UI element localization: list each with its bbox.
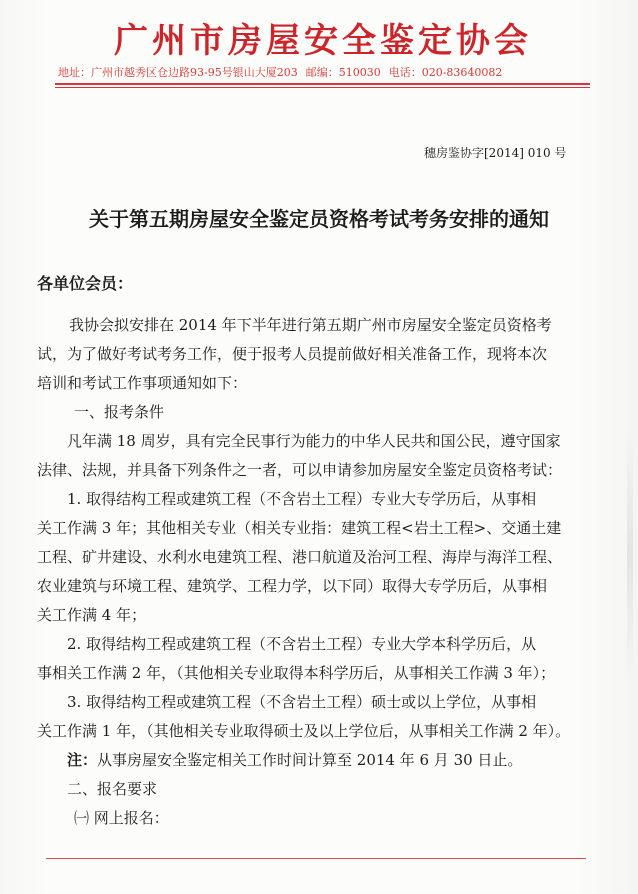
letterhead-contact-info [58,66,578,80]
note-label: 注： [67,751,98,769]
list-item-line: 农业建筑与环境工程、建筑学、工程力学，以下同）取得大专学历后，从事相 [37,577,548,595]
address-text: 地址：广州市越秀区仓边路93-95号银山大厦203 [58,66,298,79]
section-heading: 一、报考条件 [74,403,165,421]
document-number: 穗房鉴协字[2014] 010 号 [424,146,567,160]
letterhead-rule-thick [55,83,590,85]
body-line: 凡年满 18 周岁，具有完全民事行为能力的中华人民共和国公民，遵守国家 [67,432,561,450]
body-line: 培训和考试工作事项通知如下： [37,374,248,392]
note-text: 从事房屋安全鉴定相关工作时间计算至 2014 年 6 月 30 日止。 [97,751,523,769]
list-item-line: 事相关工作满 2 年，（其他相关专业取得本科学历后，从事相关工作满 3 年）； [37,664,556,682]
list-item-line: 工程、矿井建设、水利水电建筑工程、港口航道及治河工程、海岸与海洋工程、 [37,548,563,566]
list-item-line: 1. 取得结构工程或建筑工程（不含岩土工程）专业大专学历后，从事相 [67,490,537,508]
body-line: 试，为了做好考试考务工作，便于报考人员提前做好相关准备工作，现将本次 [37,345,548,363]
document-title: 关于第五期房屋安全鉴定员资格考试考务安排的通知 [89,207,549,231]
phone-text: 电话：020-83640082 [388,66,503,79]
list-item-line: 2. 取得结构工程或建筑工程（不含岩土工程）专业大学本科学历后，从 [67,635,537,653]
body-line: 我协会拟安排在 2014 年下半年进行第五期广州市房屋安全鉴定员资格考 [69,316,552,334]
list-item-line: 关工作满 1 年，（其他相关专业取得硕士及以上学位后，从事相关工作满 2 年）。 [37,722,571,740]
organization-title: 广州市房屋安全鉴定协会 [114,21,532,61]
body-line: 法律、法规，并具备下列条件之一者，可以申请参加房屋安全鉴定员资格考试： [37,461,563,479]
letterhead-rule-thin [55,87,590,88]
footer-rule [46,858,586,859]
scan-shadow [627,430,633,680]
subsection-heading: ㈠ 网上报名： [74,809,169,827]
list-item-line: 关工作满 3 年；其他相关专业（相关专业指：建筑工程<岩土工程>、交通土建 [37,519,562,537]
list-item-line: 3. 取得结构工程或建筑工程（不含岩土工程）硕士或以上学位，从事相 [67,693,537,711]
postcode-text: 邮编：510030 [305,66,381,79]
list-item-line: 关工作满 4 年； [37,606,147,624]
section-heading: 二、报名要求 [67,780,158,798]
document-greeting: 各单位会员： [37,274,134,293]
note-line [67,749,522,771]
